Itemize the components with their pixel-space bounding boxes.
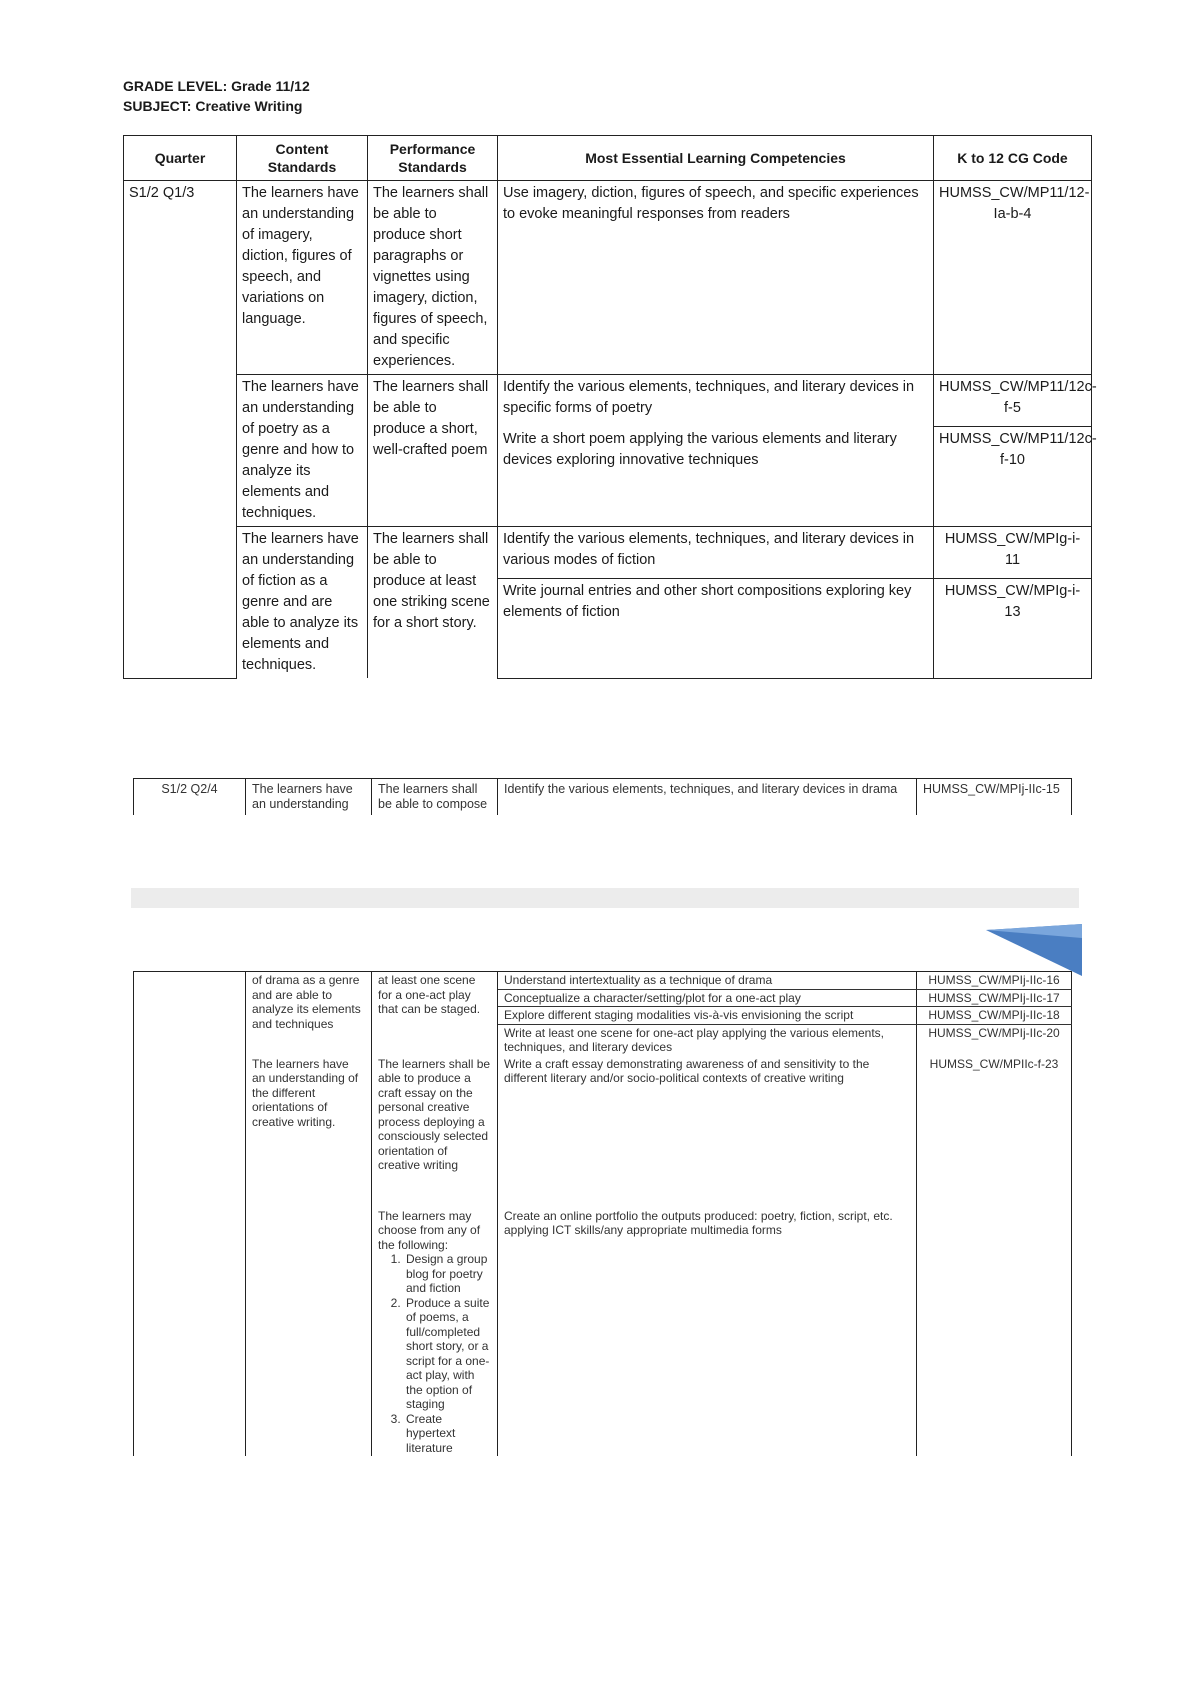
table-row — [124, 375, 1092, 427]
performance-standard: The learners shall be able to produce at least one striking scene for a short story. — [368, 527, 498, 679]
list-item: 3. Create hypertext literature — [404, 1412, 491, 1456]
competency: Write at least one scene for one-act play applying the various elements, techniques, and literary devices — [498, 1024, 917, 1056]
performance-standard — [372, 1208, 498, 1457]
table-row — [124, 527, 1092, 579]
competency: Create an online portfolio the outputs produced: poetry, fiction, script, etc. applying ICT skills/any appropriate multimedia forms — [498, 1208, 917, 1457]
melc-table — [123, 135, 1097, 679]
cg-code: HUMSS_CW/MP11/12c-f-10 — [934, 427, 1092, 527]
table-row — [134, 1056, 1072, 1208]
portfolio-intro: The learners may choose from any of the following: — [378, 1208, 481, 1252]
performance-standard: at least one scene for a one-act play that can be staged. — [372, 972, 498, 1056]
table-header-row — [124, 136, 1092, 181]
cg-code: HUMSS_CW/MP11/12c-f-5 — [934, 375, 1092, 427]
header-cg-code: K to 12 CG Code — [934, 136, 1092, 181]
cg-code: HUMSS_CW/MPIg-i-13 — [934, 578, 1092, 678]
competency: Identify the various elements, techniques, and literary devices in specific forms of poetry — [498, 375, 934, 427]
cg-code: HUMSS_CW/MPIj-IIc-15 — [917, 779, 1072, 816]
content-standard: The learners have an understanding of imagery, diction, figures of speech, and variations on language. — [237, 181, 368, 375]
cg-code: HUMSS_CW/MPIj-IIc-17 — [917, 989, 1072, 1007]
competency: Use imagery, diction, figures of speech, and specific experiences to evoke meaningful responses from readers — [498, 181, 934, 375]
corner-accent-triangle — [986, 924, 1082, 976]
table-row — [124, 181, 1092, 375]
content-standard: The learners have an understanding of the different orientations of creative writing. — [246, 1056, 372, 1457]
performance-standard: The learners shall be able to produce a craft essay on the personal creative process deploying a consciously selected orientation of creative writing — [372, 1056, 498, 1208]
performance-standard: The learners shall be able to produce a short, well-crafted poem — [368, 375, 498, 527]
competency: Identify the various elements, techniques, and literary devices in drama — [498, 779, 917, 816]
cg-code: HUMSS_CW/MP11/12-Ia-b-4 — [934, 181, 1092, 375]
performance-standard: The learners shall be able to compose — [372, 779, 498, 816]
header-content-standards: Content Standards — [237, 136, 368, 181]
competency: Write a short poem applying the various elements and literary devices exploring innovative techniques — [498, 427, 934, 527]
table-row — [134, 972, 1072, 990]
grade-level: GRADE LEVEL: Grade 11/12 — [123, 78, 310, 94]
competency: Write journal entries and other short compositions exploring key elements of fiction — [498, 578, 934, 678]
drama-table-fragment — [133, 778, 1072, 815]
list-item: 1. Design a group blog for poetry and fiction — [404, 1252, 491, 1296]
content-standard: of drama as a genre and are able to analyze its elements and techniques — [246, 972, 372, 1056]
page-divider-bar — [131, 888, 1079, 908]
header-quarter: Quarter — [124, 136, 237, 181]
quarter-cell: S1/2 Q1/3 — [124, 181, 237, 679]
quarter-cell — [134, 972, 246, 1457]
cg-code: HUMSS_CW/MPIj-IIc-20 — [917, 1024, 1072, 1056]
header-melc: Most Essential Learning Competencies — [498, 136, 934, 181]
content-standard: The learners have an understanding of poetry as a genre and how to analyze its elements and techniques. — [237, 375, 368, 527]
cg-code: HUMSS_CW/MPIIc-f-23 — [917, 1056, 1072, 1208]
competency: Understand intertextuality as a technique of drama — [498, 972, 917, 990]
subject: SUBJECT: Creative Writing — [123, 98, 303, 114]
competency: Identify the various elements, techniques, and literary devices in various modes of fiction — [498, 527, 934, 579]
portfolio-options — [378, 1252, 491, 1455]
cg-code: HUMSS_CW/MPIg-i-11 — [934, 527, 1092, 579]
quarter-cell: S1/2 Q2/4 — [134, 779, 246, 816]
competency: Write a craft essay demonstrating awareness of and sensitivity to the different literary and/or socio-political contexts of creative writing — [498, 1056, 917, 1208]
content-standard: The learners have an understanding of fiction as a genre and are able to analyze its elements and techniques. — [237, 527, 368, 679]
cg-code: HUMSS_CW/MPIj-IIc-16 — [917, 972, 1072, 990]
content-standard: The learners have an understanding — [246, 779, 372, 816]
list-item: 2. Produce a suite of poems, a full/completed short story, or a script for a one-act play, with the option of staging — [404, 1296, 491, 1412]
cg-code: HUMSS_CW/MPIj-IIc-18 — [917, 1007, 1072, 1025]
competency: Conceptualize a character/setting/plot for a one-act play — [498, 989, 917, 1007]
performance-standard: The learners shall be able to produce short paragraphs or vignettes using imagery, diction, figures of speech, and specific experiences. — [368, 181, 498, 375]
continuation-table — [133, 971, 1072, 1456]
header-performance-standards: Performance Standards — [368, 136, 498, 181]
competency: Explore different staging modalities vis-à-vis envisioning the script — [498, 1007, 917, 1025]
table-row — [134, 779, 1072, 816]
cg-code — [917, 1208, 1072, 1457]
